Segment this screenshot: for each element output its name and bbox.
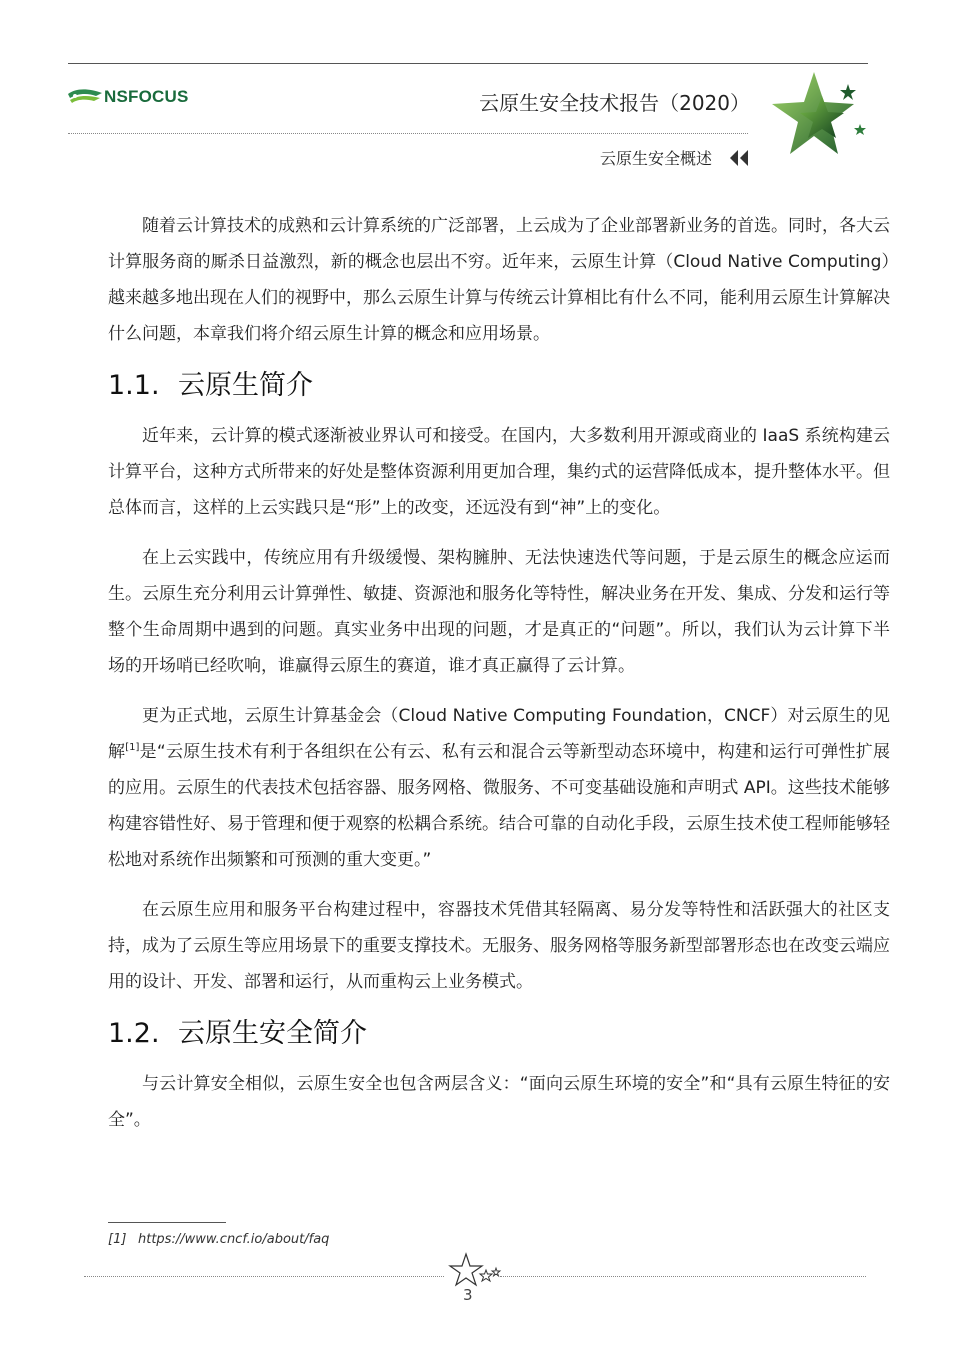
footnote-number: [1]: [108, 1232, 127, 1247]
footer-star-icon: [448, 1252, 502, 1292]
footnote-link[interactable]: https://www.cncf.io/about/faq: [138, 1232, 330, 1247]
footer-rule-right: [500, 1276, 866, 1277]
report-title: 云原生安全技术报告（2020）: [479, 91, 750, 115]
page-number: 3: [463, 1286, 473, 1304]
double-left-arrow-icon: [728, 148, 752, 168]
section-heading-1-1: [108, 366, 890, 406]
paragraph: 与云计算安全相似，云原生安全也包含两层含义：“面向云原生环境的安全”和“具有云原生特征的安全”。: [108, 1074, 890, 1130]
paragraph-with-footnote: [108, 698, 890, 878]
section-number: 1.2.: [108, 1018, 160, 1049]
running-section-title: 云原生安全概述: [599, 149, 712, 168]
page-content: [108, 208, 890, 1152]
section-title: 云原生简介: [178, 370, 313, 401]
paragraph: 在上云实践中，传统应用有升级缓慢、架构臃肿、无法快速迭代等问题，于是云原生的概念应运而生。云原生充分利用云计算弹性、敏捷、资源池和服务化等特性，解决业务在开发、集成、分发和运行等整个生命周期中遇到的问题。真实业务中出现的问题，才是真正的“问题”。所以，我们认为云计算下半场的开场哨已经吹响，谁赢得云原生的赛道，谁才真正赢得了云计算。: [108, 548, 890, 676]
green-stars-icon: [764, 66, 874, 166]
paragraph: 在云原生应用和服务平台构建过程中，容器技术凭借其轻隔离、易分发等特性和活跃强大的社区支持，成为了云原生等应用场景下的重要支撑技术。无服务、服务网格等服务新型部署形态也在改变云端应用的设计、开发、部署和运行，从而重构云上业务模式。: [108, 900, 890, 992]
intro-paragraph: 随着云计算技术的成熟和云计算系统的广泛部署，上云成为了企业部署新业务的首选。同时，各大云计算服务商的厮杀日益激烈，新的概念也层出不穷。近年来，云原生计算（Cloud Native Computing）越来越多地出现在人们的视野中，那么云原生计算与传统云计算相比有什么不同，能利用云原生计算解决什么问题，本章我们将介绍云原生计算的概念和应用场景。: [108, 216, 890, 344]
section-title: 云原生安全简介: [178, 1018, 367, 1049]
logo-swoosh-icon: [66, 84, 106, 110]
section-number: 1.1.: [108, 370, 160, 401]
footnote-reference[interactable]: [1]: [125, 742, 140, 753]
paragraph: 近年来，云计算的模式逐渐被业界认可和接受。在国内，大多数利用开源或商业的 IaaS 系统构建云计算平台，这种方式所带来的好处是整体资源利用更加合理，集约式的运营降低成本，提升整体水平。但总体而言，这样的上云实践只是“形”上的改变，还远没有到“神”上的变化。: [108, 426, 890, 518]
header-top-rule: [68, 63, 868, 64]
paragraph-text: 更为正式地，云原生计算基金会（Cloud Native Computing Foundation，CNCF）对云原生的见解: [108, 706, 890, 762]
header-dotted-rule: [68, 133, 748, 134]
footnote-rule: [108, 1222, 226, 1223]
footer-rule-left: [84, 1276, 444, 1277]
nsfocus-logo: [66, 84, 206, 110]
footnote: [108, 1232, 329, 1247]
logo-wordmark: NSFOCUS: [104, 87, 189, 106]
paragraph-text-continued: 是“云原生技术有利于各组织在公有云、私有云和混合云等新型动态环境中，构建和运行可弹性扩展的应用。云原生的代表技术包括容器、服务网格、微服务、不可变基础设施和声明式 API。这些技术能够构建容错性好、易于管理和便于观察的松耦合系统。结合可靠的自动化手段，云原生技术使工程师能够轻松地对系统作出频繁和可预测的重大变更。”: [108, 742, 890, 870]
section-heading-1-2: [108, 1014, 890, 1054]
